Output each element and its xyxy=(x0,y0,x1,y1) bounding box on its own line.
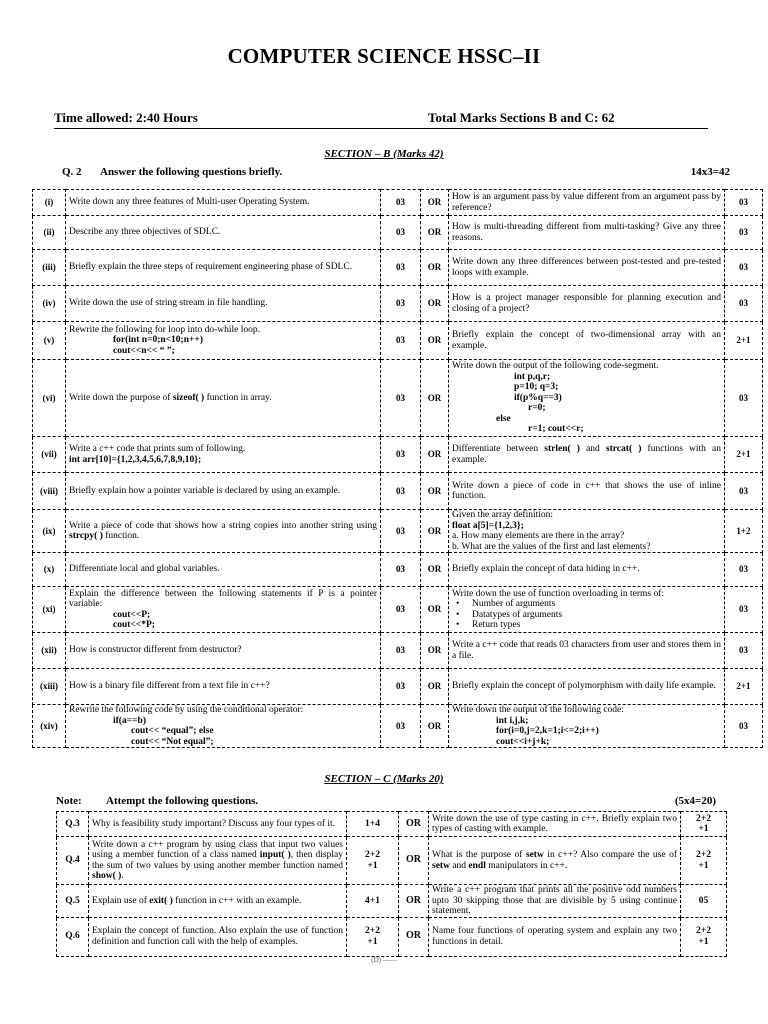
or-label: OR xyxy=(421,587,449,633)
left-question-text: Why is feasibility study important? Discuss any four types of it. xyxy=(92,818,336,829)
question-row xyxy=(33,669,763,705)
left-question xyxy=(66,669,381,705)
or-label: OR xyxy=(421,360,449,437)
right-marks: 03 xyxy=(725,190,763,216)
left-marks: 03 xyxy=(381,190,421,216)
question-number: (x) xyxy=(33,553,66,587)
question-row xyxy=(33,587,763,633)
question-number: (xiv) xyxy=(33,705,66,748)
right-question-text: functions with an example. xyxy=(452,444,721,465)
left-code-line: cout<<n<< “ ”; xyxy=(113,345,175,356)
right-question xyxy=(449,286,725,322)
question-number: (iii) xyxy=(33,250,66,286)
left-question xyxy=(66,510,381,553)
left-question-text: . xyxy=(121,871,124,881)
question-number: (vi) xyxy=(33,360,66,437)
right-question-text: How is a project manager responsible for planning execution and closing of a project? xyxy=(452,293,721,314)
page-footer: (D) —— xyxy=(371,956,397,964)
question-row xyxy=(33,216,763,250)
right-marks: 2+2 +1 xyxy=(681,917,727,956)
right-question xyxy=(429,885,681,918)
q2-label: Q. 2 xyxy=(62,166,82,178)
left-question xyxy=(66,587,381,633)
left-question-text: Rewrite the following code by using the conditional operator: xyxy=(69,705,304,715)
left-question-text: Describe any three objectives of SDLC. xyxy=(69,227,221,238)
right-question-text: Write a c++ program that prints all the positive odd numbers upto 30 skipping those that are divisible by 5 using continue statement. xyxy=(432,885,677,916)
section-c-instruction: Attempt the following questions. xyxy=(106,795,259,807)
question-number: (ii) xyxy=(33,216,66,250)
right-keyword: strcat( ) xyxy=(605,444,642,454)
right-question-text: How is multi-threading different from multi-tasking? Give any three reasons. xyxy=(452,222,721,243)
left-question-text: , then display the sum of two values by using another member function named xyxy=(92,850,343,871)
right-question xyxy=(449,360,725,437)
left-question-text: Write down the purpose of xyxy=(69,392,173,403)
question-row xyxy=(57,917,727,956)
left-marks: 2+2 +1 xyxy=(347,917,399,956)
left-marks: 03 xyxy=(381,633,421,669)
right-question-text: Write down the use of type casting in c++. Briefly explain two types of casting with example. xyxy=(432,813,677,834)
right-code-line: int p,q,r; xyxy=(514,371,551,382)
left-code-line: cout<< “equal”; else xyxy=(131,726,214,736)
right-question xyxy=(429,917,681,956)
right-question xyxy=(429,837,681,885)
right-question xyxy=(449,250,725,286)
list-option: b. What are the values of the first and last elements? xyxy=(452,541,651,552)
bullet-item: • Datatypes of arguments xyxy=(452,610,721,621)
right-question-text: Write down a piece of code in c++ that shows the use of inline function. xyxy=(452,480,721,501)
list-option: a. How many elements are there in the array? xyxy=(452,531,625,541)
left-keyword: show( ) xyxy=(92,871,122,881)
q2-instruction: Answer the following questions briefly. xyxy=(100,166,283,178)
right-marks: 03 xyxy=(725,705,763,748)
right-marks: 03 xyxy=(725,587,763,633)
left-question-text: How is a binary file different from a text file in c++? xyxy=(69,681,270,692)
left-question xyxy=(66,250,381,286)
question-number: Q.4 xyxy=(57,837,89,885)
question-row xyxy=(33,633,763,669)
left-question-text: Explain the difference between the following statements if P is a pointer variable: xyxy=(69,588,377,609)
left-question-text: Write a c++ code that prints sum of following. xyxy=(69,444,246,454)
page-title: COMPUTER SCIENCE HSSC–II xyxy=(227,44,541,68)
question-number: Q.5 xyxy=(57,885,89,918)
left-marks: 03 xyxy=(381,473,421,510)
right-question xyxy=(449,473,725,510)
question-number: (i) xyxy=(33,190,66,216)
or-label: OR xyxy=(421,216,449,250)
right-question xyxy=(449,705,725,748)
or-label: OR xyxy=(421,322,449,360)
or-label: OR xyxy=(399,885,429,918)
question-row xyxy=(33,360,763,437)
left-keyword: strcpy( ) xyxy=(69,531,103,541)
question-row xyxy=(57,885,727,918)
right-marks: 2+1 xyxy=(725,322,763,360)
section-b-heading: SECTION – B (Marks 42) xyxy=(324,148,444,160)
left-question-text: function in array. xyxy=(204,392,272,403)
question-row xyxy=(57,837,727,885)
right-marks: 2+1 xyxy=(725,437,763,473)
left-marks: 1+4 xyxy=(347,812,399,837)
bullet-item: • Number of arguments xyxy=(452,599,721,610)
question-row xyxy=(33,286,763,322)
left-question xyxy=(66,322,381,360)
or-label: OR xyxy=(421,669,449,705)
right-question-text: Write down the use of function overloading in terms of: xyxy=(452,588,664,599)
right-marks: 03 xyxy=(725,250,763,286)
right-question-text: Differentiate between xyxy=(452,444,545,454)
section-b-table xyxy=(32,189,763,748)
right-code-line: r=1; cout<<r; xyxy=(528,424,584,435)
right-keyword: endl xyxy=(468,860,486,871)
left-question-text: Rewrite the following for loop into do-while loop. xyxy=(69,324,261,335)
right-marks: 03 xyxy=(725,553,763,587)
right-question-text: Write down any three differences between post-tested and pre-tested loops with example. xyxy=(452,257,721,278)
or-label: OR xyxy=(421,190,449,216)
question-row xyxy=(33,250,763,286)
question-number: (vii) xyxy=(33,437,66,473)
question-row xyxy=(33,322,763,360)
or-label: OR xyxy=(421,705,449,748)
left-marks: 03 xyxy=(381,669,421,705)
right-question-text: How is an argument pass by value different from an argument pass by reference? xyxy=(452,192,721,213)
right-marks: 03 xyxy=(725,216,763,250)
question-row xyxy=(33,510,763,553)
or-label: OR xyxy=(421,250,449,286)
left-question-text: Differentiate local and global variables. xyxy=(69,564,220,575)
right-question xyxy=(449,553,725,587)
right-marks: 03 xyxy=(725,473,763,510)
section-c-heading: SECTION – C (Marks 20) xyxy=(324,773,444,785)
right-code-line: float a[5]={1,2,3}; xyxy=(452,520,524,531)
left-question-text: Explain the concept of function. Also explain the use of function definition and function call with the help of examples. xyxy=(92,926,343,947)
left-code-line: cout<< “Not equal”; xyxy=(131,736,214,747)
left-question xyxy=(66,633,381,669)
right-question-text: Briefly explain the concept of two-dimensional array with an example. xyxy=(452,330,721,351)
right-question xyxy=(449,587,725,633)
section-c-table xyxy=(56,811,727,957)
section-c-marks: (5x4=20) xyxy=(674,795,716,807)
left-code-line: for(int n=0;n<10;n++) xyxy=(113,335,203,346)
left-marks: 03 xyxy=(381,705,421,748)
right-question xyxy=(449,669,725,705)
or-label: OR xyxy=(421,633,449,669)
right-question-text: Write down the output of the following code: xyxy=(452,705,624,715)
left-question-text: How is constructor different from destructor? xyxy=(69,645,242,656)
right-question xyxy=(429,812,681,837)
right-marks: 05 xyxy=(681,885,727,918)
right-question-text: Briefly explain the concept of polymorphism with daily life example. xyxy=(452,681,716,692)
or-label: OR xyxy=(421,286,449,322)
left-marks: 03 xyxy=(381,286,421,322)
right-question-text: Write down the output of the following code-segment. xyxy=(452,361,659,372)
right-marks: 03 xyxy=(725,360,763,437)
question-row xyxy=(33,437,763,473)
question-number: (v) xyxy=(33,322,66,360)
q2-marks: 14x3=42 xyxy=(690,166,730,178)
left-keyword: sizeof( ) xyxy=(172,392,205,403)
right-question-text: Briefly explain the concept of data hiding in c++. xyxy=(452,564,640,575)
left-question-text: function. xyxy=(102,531,140,541)
left-question xyxy=(66,360,381,437)
left-question xyxy=(66,190,381,216)
left-code-line: cout<<P; xyxy=(113,609,151,620)
exam-info-line xyxy=(54,110,708,129)
right-code-line: p=10; q=3; xyxy=(514,382,559,393)
question-number: (xi) xyxy=(33,587,66,633)
left-marks: 03 xyxy=(381,510,421,553)
total-marks: Total Marks Sections B and C: 62 xyxy=(428,110,615,125)
left-question-text: Write down the use of string stream in file handling. xyxy=(69,298,268,309)
right-question-text: and xyxy=(579,444,606,454)
left-marks: 2+2 +1 xyxy=(347,837,399,885)
right-marks: 03 xyxy=(725,633,763,669)
left-question-text: Write down any three features of Multi-user Operating System. xyxy=(69,197,310,208)
question-number: Q.3 xyxy=(57,812,89,837)
left-marks: 03 xyxy=(381,437,421,473)
time-allowed: Time allowed: 2:40 Hours xyxy=(54,110,198,125)
right-question-text: in c++? Also compare the use of xyxy=(543,850,677,860)
or-label: OR xyxy=(421,473,449,510)
left-question xyxy=(66,553,381,587)
or-label: OR xyxy=(399,812,429,837)
right-code-line: int i,j,k; xyxy=(496,715,529,726)
right-question xyxy=(449,322,725,360)
question-number: (iv) xyxy=(33,286,66,322)
question-number: (viii) xyxy=(33,473,66,510)
left-keyword: exit( ) xyxy=(149,895,173,906)
question-row xyxy=(33,190,763,216)
right-marks: 03 xyxy=(725,286,763,322)
left-marks: 4+1 xyxy=(347,885,399,918)
or-label: OR xyxy=(421,437,449,473)
right-question xyxy=(449,510,725,553)
right-code-line: for(i=0,j=2,k=1;i<=2;i++) xyxy=(496,726,599,736)
left-marks: 03 xyxy=(381,322,421,360)
left-code-line: int arr[10]={1,2,3,4,5,6,7,8,9,10}; xyxy=(69,454,202,465)
question-number: (xii) xyxy=(33,633,66,669)
left-question xyxy=(66,286,381,322)
left-code-line: if(a==b) xyxy=(113,715,146,726)
left-marks: 03 xyxy=(381,250,421,286)
left-question xyxy=(66,437,381,473)
left-question xyxy=(66,705,381,748)
right-question-text: What is the purpose of xyxy=(432,850,526,860)
or-label: OR xyxy=(421,553,449,587)
left-marks: 03 xyxy=(381,587,421,633)
right-question xyxy=(449,437,725,473)
left-question xyxy=(89,917,347,956)
right-keyword: setw xyxy=(432,860,450,871)
right-marks: 2+2 +1 xyxy=(681,812,727,837)
left-question-text: Briefly explain the three steps of requirement engineering phase of SDLC. xyxy=(69,262,353,273)
right-question xyxy=(449,216,725,250)
left-marks: 03 xyxy=(381,216,421,250)
right-marks: 2+1 xyxy=(725,669,763,705)
question-row xyxy=(33,705,763,748)
question-number: Q.6 xyxy=(57,917,89,956)
right-question xyxy=(449,633,725,669)
right-question-text: and xyxy=(449,860,469,871)
bullet-item: • Return types xyxy=(452,620,721,631)
left-marks: 03 xyxy=(381,553,421,587)
right-question xyxy=(449,190,725,216)
left-keyword: input( ) xyxy=(259,850,291,860)
left-question-text: Write down a c++ program by using class that input two values using a member function of a class named xyxy=(92,839,343,860)
question-number: (xiii) xyxy=(33,669,66,705)
note-label: Note: xyxy=(56,795,82,807)
left-question xyxy=(89,837,347,885)
left-question xyxy=(66,473,381,510)
right-code-line: else xyxy=(496,413,511,424)
question-row xyxy=(57,812,727,837)
left-question-text: Write a piece of code that shows how a string copies into another string using xyxy=(69,520,377,531)
or-label: OR xyxy=(399,917,429,956)
right-keyword: setw xyxy=(525,850,544,860)
right-question-text: Given the array definition: xyxy=(452,510,554,520)
left-question xyxy=(66,216,381,250)
question-number: (ix) xyxy=(33,510,66,553)
left-question-text: function in c++ with an example. xyxy=(172,895,302,906)
right-keyword: strlen( ) xyxy=(544,444,580,454)
right-code-line: cout<<i+j+k; xyxy=(496,736,550,747)
left-marks: 03 xyxy=(381,360,421,437)
right-question-text: Name four functions of operating system and explain any two functions in detail. xyxy=(432,926,677,947)
question-row xyxy=(33,553,763,587)
right-marks: 2+2 +1 xyxy=(681,837,727,885)
question-row xyxy=(33,473,763,510)
right-code-line: r=0; xyxy=(528,403,546,414)
right-question-text: Write a c++ code that reads 03 characters from user and stores them in a file. xyxy=(452,640,721,661)
right-question-text: manipulators in c++. xyxy=(485,860,568,871)
left-code-line: cout<<*P; xyxy=(113,620,155,630)
right-code-line: if(p%q==3) xyxy=(514,392,562,403)
left-question-text: Briefly explain how a pointer variable is declared by using an example. xyxy=(69,485,341,496)
or-label: OR xyxy=(421,510,449,553)
left-question xyxy=(89,885,347,918)
left-question xyxy=(89,812,347,837)
or-label: OR xyxy=(399,837,429,885)
right-marks: 1+2 xyxy=(725,510,763,553)
left-question-text: Explain use of xyxy=(92,895,150,906)
